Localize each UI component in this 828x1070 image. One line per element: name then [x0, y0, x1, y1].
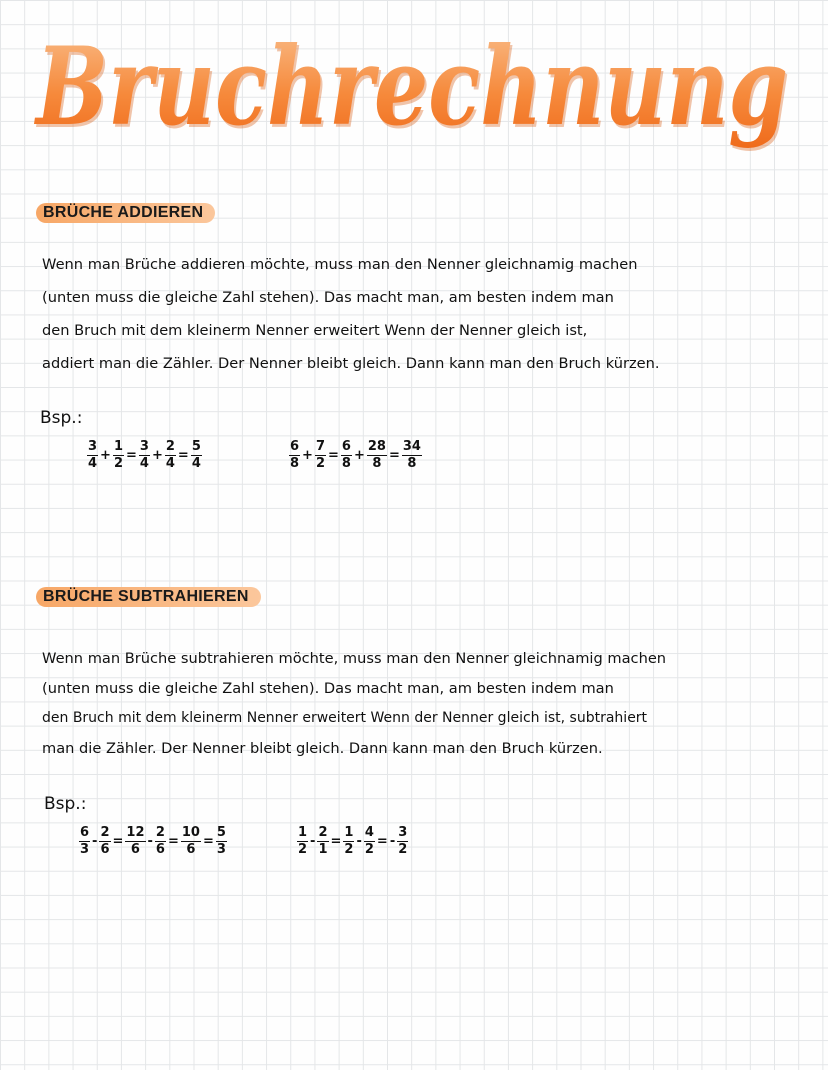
fraction: $\frac{6}{3}$: [80, 825, 90, 857]
equals: =: [328, 448, 339, 463]
fraction: $\frac{5}{4}$: [191, 439, 201, 471]
page-title-shadow: Bruchrechnung: [35, 27, 790, 153]
add-line-2: (unten muss die gleiche Zahl stehen). Das macht man, am besten indem man: [42, 289, 614, 306]
operator: +: [100, 448, 111, 463]
sub-paragraph: [42, 650, 782, 770]
fraction: $\frac{1}{2}$: [344, 825, 354, 857]
fraction: $\frac{6}{8}$: [341, 439, 351, 471]
fraction: $\frac{1}{2}$: [113, 439, 123, 471]
add-line-3: den Bruch mit dem kleinerm Nenner erweitert Wenn der Nenner gleich ist,: [42, 322, 588, 339]
sub-line-4: man die Zähler. Der Nenner bleibt gleich. Dann kann man den Bruch kürzen.: [42, 740, 603, 757]
fraction: $\frac{2}{6}$: [155, 825, 165, 857]
fraction: $\frac{10}{6}$: [181, 825, 200, 857]
sub-example-label: Bsp.:: [44, 794, 87, 814]
equals: =: [376, 834, 388, 849]
minus-sign: -: [389, 834, 396, 849]
page-title: [28, 6, 808, 176]
equals: =: [202, 834, 214, 849]
fraction: $\frac{6}{8}$: [290, 439, 300, 471]
sub-line-2: (unten muss die gleiche Zahl stehen). Das macht man, am besten indem man: [42, 680, 614, 697]
sub-equation-2: [296, 826, 409, 857]
fraction: $\frac{5}{3}$: [216, 825, 226, 857]
fraction: $\frac{34}{8}$: [402, 439, 421, 471]
operator: -: [92, 834, 98, 849]
equals: =: [167, 834, 179, 849]
operator: +: [302, 448, 313, 463]
heading-sub: [36, 587, 261, 607]
fraction: $\frac{4}{2}$: [364, 825, 374, 857]
equals: =: [177, 448, 189, 463]
heading-sub-label: BRÜCHE SUBTRAHIEREN: [43, 588, 249, 605]
fraction: $\frac{3}{2}$: [398, 825, 408, 857]
add-line-1: Wenn man Brüche addieren möchte, muss man den Nenner gleichnamig machen: [42, 256, 638, 273]
fraction: $\frac{2}{6}$: [100, 825, 110, 857]
add-paragraph: [42, 256, 782, 376]
operator: -: [310, 834, 316, 849]
page-title-text: Bruchrechnung: [33, 24, 788, 150]
operator: -: [356, 834, 362, 849]
fraction: $\frac{2}{4}$: [165, 439, 175, 471]
heading-add-label: BRÜCHE ADDIEREN: [43, 204, 204, 221]
fraction: $\frac{12}{6}$: [126, 825, 145, 857]
fraction: $\frac{1}{2}$: [298, 825, 308, 857]
add-line-4: addiert man die Zähler. Der Nenner bleibt gleich. Dann kann man den Bruch kürzen.: [42, 355, 660, 372]
operator: -: [147, 834, 153, 849]
fraction: $\frac{3}{4}$: [139, 439, 149, 471]
sub-line-1: Wenn man Brüche subtrahieren möchte, muss man den Nenner gleichnamig machen: [42, 650, 667, 667]
equals: =: [112, 834, 124, 849]
equals: =: [330, 834, 342, 849]
fraction: $\frac{3}{4}$: [88, 439, 98, 471]
add-equation-1: [86, 440, 203, 471]
equals: =: [388, 448, 400, 463]
operator: +: [151, 448, 163, 463]
add-example-label: Bsp.:: [40, 408, 83, 428]
equals: =: [126, 448, 137, 463]
sub-line-3: den Bruch mit dem kleinerm Nenner erweitert Wenn der Nenner gleich ist, subtrahiert: [42, 710, 648, 726]
fraction: $\frac{2}{1}$: [318, 825, 328, 857]
heading-add: [36, 203, 215, 223]
fraction: $\frac{7}{2}$: [315, 439, 325, 471]
fraction: $\frac{28}{8}$: [367, 439, 386, 471]
sub-equation-1: [78, 826, 228, 857]
operator: +: [353, 448, 365, 463]
add-equation-2: [288, 440, 423, 471]
